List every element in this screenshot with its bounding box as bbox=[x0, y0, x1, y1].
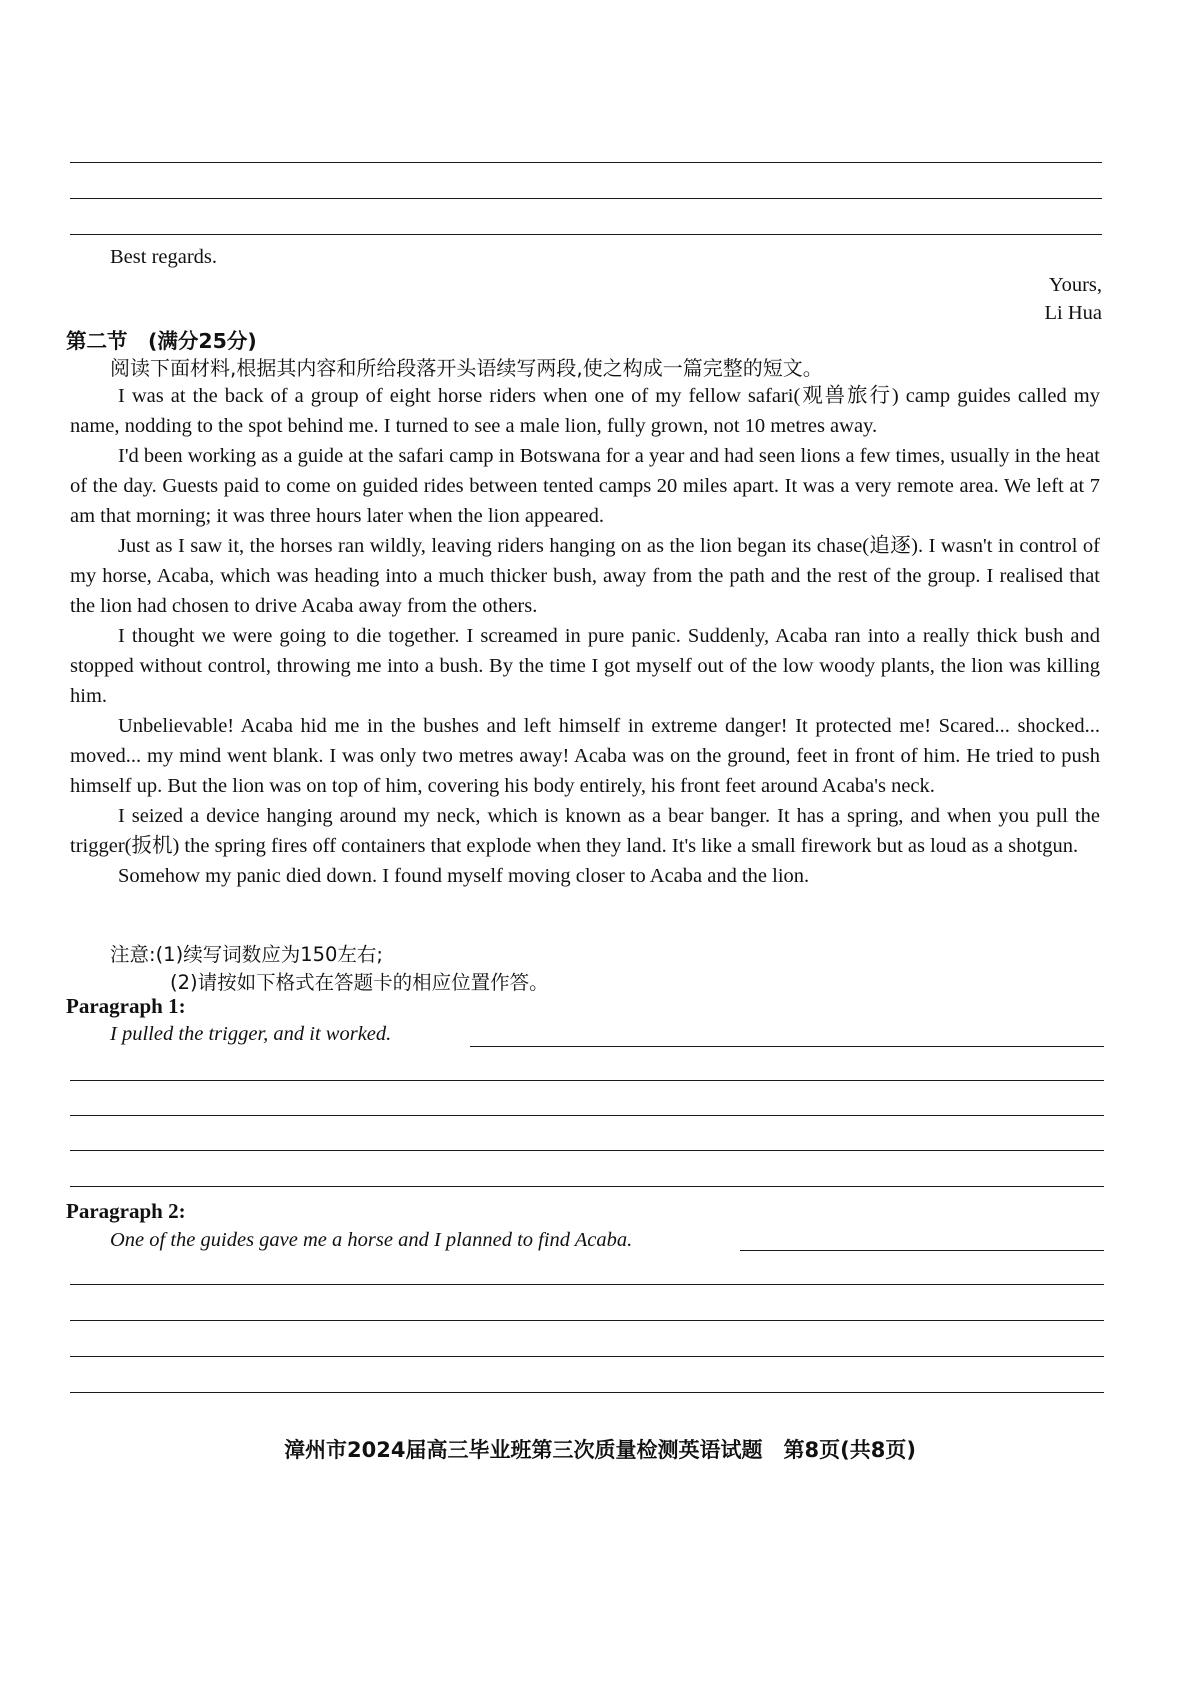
paragraph-2-opening: One of the guides gave me a horse and I planned to find Acaba. bbox=[110, 1229, 633, 1251]
story-paragraph-7: Somehow my panic died down. I found myself moving closer to Acaba and the lion. bbox=[118, 865, 810, 887]
story-paragraph-6: I seized a device hanging around my neck, which is known as a bear banger. It has a spring, and when you pull the trigger(扳机) the spring fires off containers that explode when they land. It's like a small firework but as loud as a shotgun. bbox=[70, 805, 1100, 857]
writing-line bbox=[70, 162, 1102, 163]
writing-line bbox=[70, 198, 1102, 199]
story-paragraph-3: Just as I saw it, the horses ran wildly, leaving riders hanging on as the lion began its chase(追逐). I wasn't in control of my horse, Acaba, which was heading into a much thicker bush, away from the path and the rest of the group. I realised that the lion had chosen to drive Acaba away from the others. bbox=[70, 535, 1100, 617]
answer-line bbox=[70, 1356, 1104, 1357]
letter-closing: Best regards. bbox=[110, 246, 218, 268]
story-paragraph-2: I'd been working as a guide at the safari camp in Botswana for a year and had seen lions a few times, usually in the heat of the day. Guests paid to come on guided rides between tented camps 20 miles apart. It was a very remote area. We left at 7 am that morning; it was three hours later when the lion appeared. bbox=[70, 445, 1100, 527]
story-paragraph-4: I thought we were going to die together. I screamed in pure panic. Suddenly, Acaba ran into a really thick bush and stopped without control, throwing me into a bush. By the time I got myself out of the low woody plants, the lion was killing him. bbox=[70, 625, 1100, 707]
section-instruction: 阅读下面材料,根据其内容和所给段落开头语续写两段,使之构成一篇完整的短文。 bbox=[110, 356, 823, 380]
letter-sign-name: Li Hua bbox=[1044, 302, 1102, 324]
paragraph-1-label: Paragraph 1: bbox=[66, 994, 186, 1018]
answer-line bbox=[70, 1080, 1104, 1081]
answer-line bbox=[70, 1284, 1104, 1285]
paragraph-2-label: Paragraph 2: bbox=[66, 1199, 186, 1223]
story-paragraph-1: I was at the back of a group of eight horse riders when one of my fellow safari(观兽旅行) camp guides called my name, nodding to the spot behind me. I turned to see a male lion, fully grown, not 10 metres away. bbox=[70, 385, 1100, 437]
story-paragraph-5: Unbelievable! Acaba hid me in the bushes and left himself in extreme danger! It protected me! Scared... shocked... moved... my mind went blank. I was only two metres away! Acaba was on the ground, feet in front of him. He tried to push himself up. But the lion was on top of him, covering his body entirely, his front feet around Acaba's neck. bbox=[70, 715, 1100, 797]
note-line-2: (2)请按如下格式在答题卡的相应位置作答。 bbox=[170, 971, 549, 994]
paragraph-1-opening: I pulled the trigger, and it worked. bbox=[110, 1023, 392, 1045]
answer-line bbox=[70, 1392, 1104, 1393]
answer-line bbox=[70, 1150, 1104, 1151]
answer-line bbox=[70, 1186, 1104, 1187]
note-line-1: 注意:(1)续写词数应为150左右; bbox=[110, 943, 383, 966]
section-heading: 第二节 (满分25分) bbox=[66, 329, 257, 353]
writing-line bbox=[70, 234, 1102, 235]
answer-line bbox=[70, 1115, 1104, 1116]
answer-line bbox=[740, 1250, 1104, 1251]
story-text bbox=[70, 381, 1100, 891]
answer-line bbox=[470, 1046, 1104, 1047]
letter-sign-yours: Yours, bbox=[1048, 274, 1102, 296]
answer-line bbox=[70, 1320, 1104, 1321]
page-footer: 漳州市2024届高三毕业班第三次质量检测英语试题 第8页(共8页) bbox=[284, 1438, 916, 1462]
